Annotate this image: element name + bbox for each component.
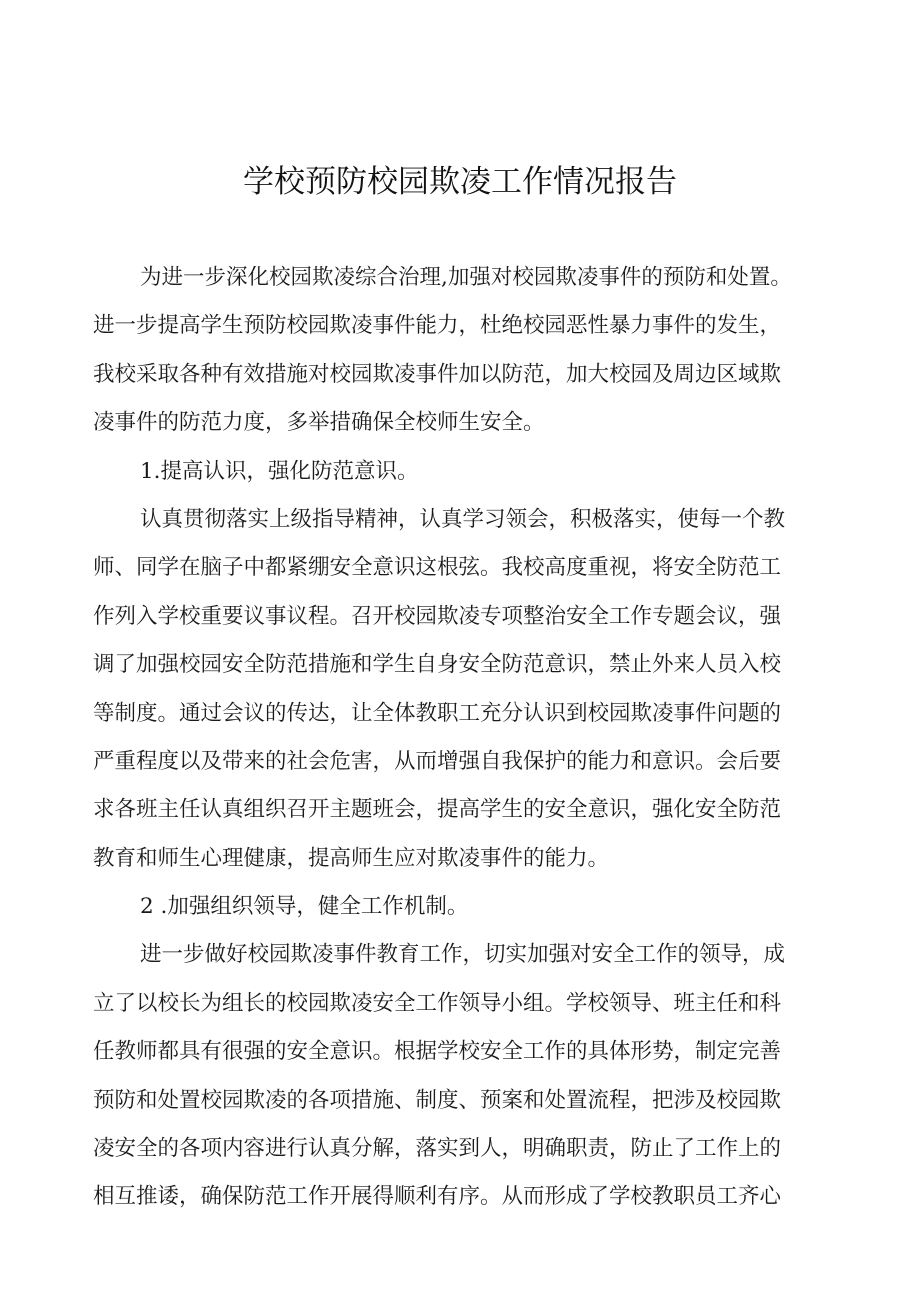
document-body: [93, 254, 839, 1222]
section-heading: 1.提高认识，强化防范意识。: [140, 458, 419, 484]
paragraph-line: 进一步做好校园欺凌事件教育工作，切实加强对安全工作的领导，成: [140, 942, 786, 968]
paragraph-line: 作列入学校重要议事议程。召开校园欺凌专项整治安全工作专题会议，强: [93, 603, 782, 629]
paragraph-line: 师、同学在脑子中都紧绷安全意识这根弦。我校高度重视，将安全防范工: [93, 555, 782, 581]
paragraph-line: 为进一步深化校园欺凌综合治理,加强对校园欺凌事件的预防和处置。: [140, 265, 792, 290]
section-heading: 2 .加强组织领导，健全工作机制。: [140, 894, 469, 920]
paragraph-line: 教育和师生心理健康，提高师生应对欺凌事件的能力。: [93, 845, 610, 871]
paragraph-line: 我校采取各种有效措施对校园欺凌事件加以防范，加大校园及周边区域欺: [93, 361, 782, 387]
paragraph-line: 相互推诿，确保防范工作开展得顺利有序。从而形成了学校教职员工齐心: [93, 1184, 782, 1210]
paragraph-line: 求各班主任认真组织召开主题班会，提高学生的安全意识，强化安全防范: [93, 797, 782, 823]
paragraph-line: 严重程度以及带来的社会危害，从而增强自我保护的能力和意识。会后要: [93, 748, 782, 774]
paragraph-line: 预防和处置校园欺凌的各项措施、制度、预案和处置流程，把涉及校园欺: [93, 1087, 782, 1113]
paragraph-line: 进一步提高学生预防校园欺凌事件能力，杜绝校园恶性暴力事件的发生，: [93, 313, 782, 339]
paragraph-line: 调了加强校园安全防范措施和学生自身安全防范意识，禁止外来人员入校: [93, 652, 782, 678]
document-title: 学校预防校园欺凌工作情况报告: [243, 164, 677, 200]
paragraph-line: 认真贯彻落实上级指导精神，认真学习领会，积极落实，使每一个教: [140, 506, 786, 532]
paragraph-line: 凌事件的防范力度，多举措确保全校师生安全。: [93, 410, 545, 436]
paragraph-line: 凌安全的各项内容进行认真分解，落实到人，明确职责，防止了工作上的: [93, 1136, 782, 1162]
paragraph-line: 任教师都具有很强的安全意识。根据学校安全工作的具体形势，制定完善: [93, 1039, 782, 1065]
paragraph-line: 立了以校长为组长的校园欺凌安全工作领导小组。学校领导、班主任和科: [93, 990, 782, 1016]
paragraph-line: 等制度。通过会议的传达，让全体教职工充分认识到校园欺凌事件问题的: [93, 700, 782, 726]
